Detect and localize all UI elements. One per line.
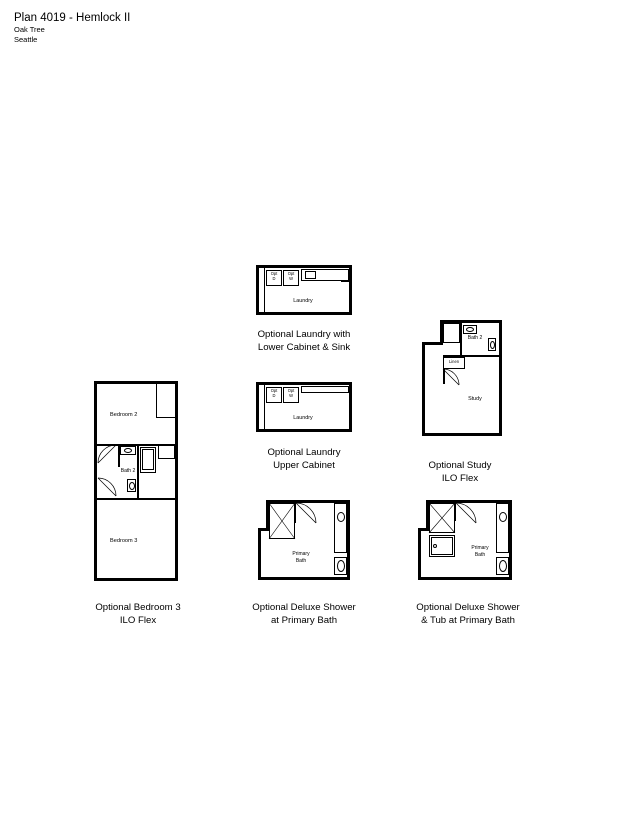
shower-hatch [429,503,455,533]
appliance-opt-washer-label-2: W [289,393,293,398]
city-name: Seattle [14,34,38,44]
vanity-sink-basin [337,512,345,522]
interior-partition [264,268,265,312]
tub [443,323,460,343]
wall-bottom-left [422,433,442,436]
toilet-bowl [499,560,507,572]
toilet-bowl [337,560,345,572]
caption-line-1: Optional Laundry with [257,329,351,340]
bath-sink-basin [466,327,474,332]
appliance-opt-washer-label-1: Opt [287,388,295,393]
appliance-opt-dryer-label-1: Opt [270,388,278,393]
room-label-laundry: Laundry [293,298,313,304]
window-bottom [460,434,482,437]
appliance-opt-dryer-label-2: D [272,276,276,281]
room-label-study: Study [468,396,482,402]
sink-basin [305,271,316,279]
vanity-sink-basin [499,512,507,522]
caption-optional-laundry-upper-cabinet [222,446,386,472]
room-label-primary-bath-line-1: Primary [471,545,489,551]
wall-left [256,382,259,432]
appliance-opt-dryer-label-2: D [272,393,276,398]
optional-deluxe-shower-tub-at-primary-bath-drawing [418,500,514,586]
caption-optional-study-ilo-flex [382,459,538,485]
interior-partition [264,385,265,429]
community-name: Oak Tree [14,25,45,34]
optional-laundry-lower-cabinet-sink-drawing [256,265,352,321]
wall-left-lower [258,528,261,580]
window-right-lower [176,531,179,553]
door-swing-arc [296,503,318,525]
window-bottom [120,579,144,582]
room-label-bedroom-3: Bedroom 3 [110,538,138,544]
caption-optional-deluxe-shower-at-primary-bath [217,601,391,627]
wall-top [94,381,178,384]
caption-line-1: Optional Deluxe Shower [416,602,520,613]
wall-right [349,265,352,315]
caption-line-1: Optional Laundry [267,447,341,458]
wall-bottom-right [315,577,350,580]
wall-bottom-right [475,577,512,580]
door-swing-arc-bath [98,445,120,467]
room-label-bath-2: Bath 2 [120,468,136,474]
page-title: Plan 4019 - Hemlock II [14,12,131,24]
optional-bedroom-3-ilo-flex-drawing [94,381,182,585]
window-right-upper [176,407,179,429]
bath-wall-bottom [97,498,176,500]
caption-line-2: at Primary Bath [270,615,338,626]
wall-right [349,382,352,432]
room-label-primary-bath-line-2: Bath [474,552,486,558]
closet-partition [156,384,157,418]
caption-optional-deluxe-shower-tub-at-primary-bath [378,601,558,627]
door-swing-arc [456,503,478,525]
caption-line-2: & Tub at Primary Bath [421,615,515,626]
wall-bottom [258,577,318,580]
caption-line-1: Optional Bedroom 3 [95,602,181,613]
closet-partition-bottom [156,417,176,418]
wall-left [94,381,97,581]
caption-line-1: Optional Study [428,460,492,471]
vanity-counter [334,503,347,553]
wall-right [509,500,512,580]
room-label-laundry: Laundry [293,415,313,421]
wall-left-lower [418,528,421,580]
caption-line-1: Optional Deluxe Shower [252,602,356,613]
room-label-bath-2: Bath 2 [467,335,483,341]
sheet-header [14,11,130,44]
cabinet-edge-line [341,281,349,282]
wall-left-lower [422,342,425,436]
optional-study-ilo-flex-drawing [418,320,502,446]
optional-laundry-upper-cabinet-drawing [256,382,352,438]
wall-bottom [256,312,352,315]
door-swing-arc-hall [98,476,120,498]
caption-line-2: ILO Flex [119,615,157,626]
caption-line-2: ILO Flex [441,473,479,484]
tub-drain [433,544,437,548]
tub-inner [142,449,154,470]
wall-step-top [422,342,443,345]
toilet-bowl [490,341,495,349]
appliance-opt-dryer-label-1: Opt [270,271,278,276]
upper-cabinet [301,386,349,393]
bath-sink-basin [124,448,132,453]
shower-hatch [269,503,295,539]
optional-deluxe-shower-at-primary-bath-drawing [258,500,352,586]
room-label-primary-bath-line-2: Bath [295,558,307,564]
linen-closet-label: Linen [448,359,460,364]
caption-optional-laundry-lower-cabinet-sink [218,328,390,354]
room-label-primary-bath-line-1: Primary [292,551,310,557]
wall-right [499,320,502,436]
wall-bottom [256,429,352,432]
wall-left [256,265,259,315]
wall-top [256,265,352,268]
door-swing-arc [443,369,463,389]
caption-line-2: Lower Cabinet & Sink [257,342,351,353]
wall-bottom [418,577,478,580]
linen-closet [158,445,175,459]
caption-line-2: Upper Cabinet [273,460,335,471]
wall-right [347,500,350,580]
caption-optional-bedroom-3-ilo-flex [50,601,226,627]
wall-top [256,382,352,385]
room-label-bedroom-2: Bedroom 2 [110,412,138,418]
toilet-bowl [129,482,135,490]
appliance-opt-washer-label-2: W [289,276,293,281]
appliance-opt-washer-label-1: Opt [287,271,295,276]
